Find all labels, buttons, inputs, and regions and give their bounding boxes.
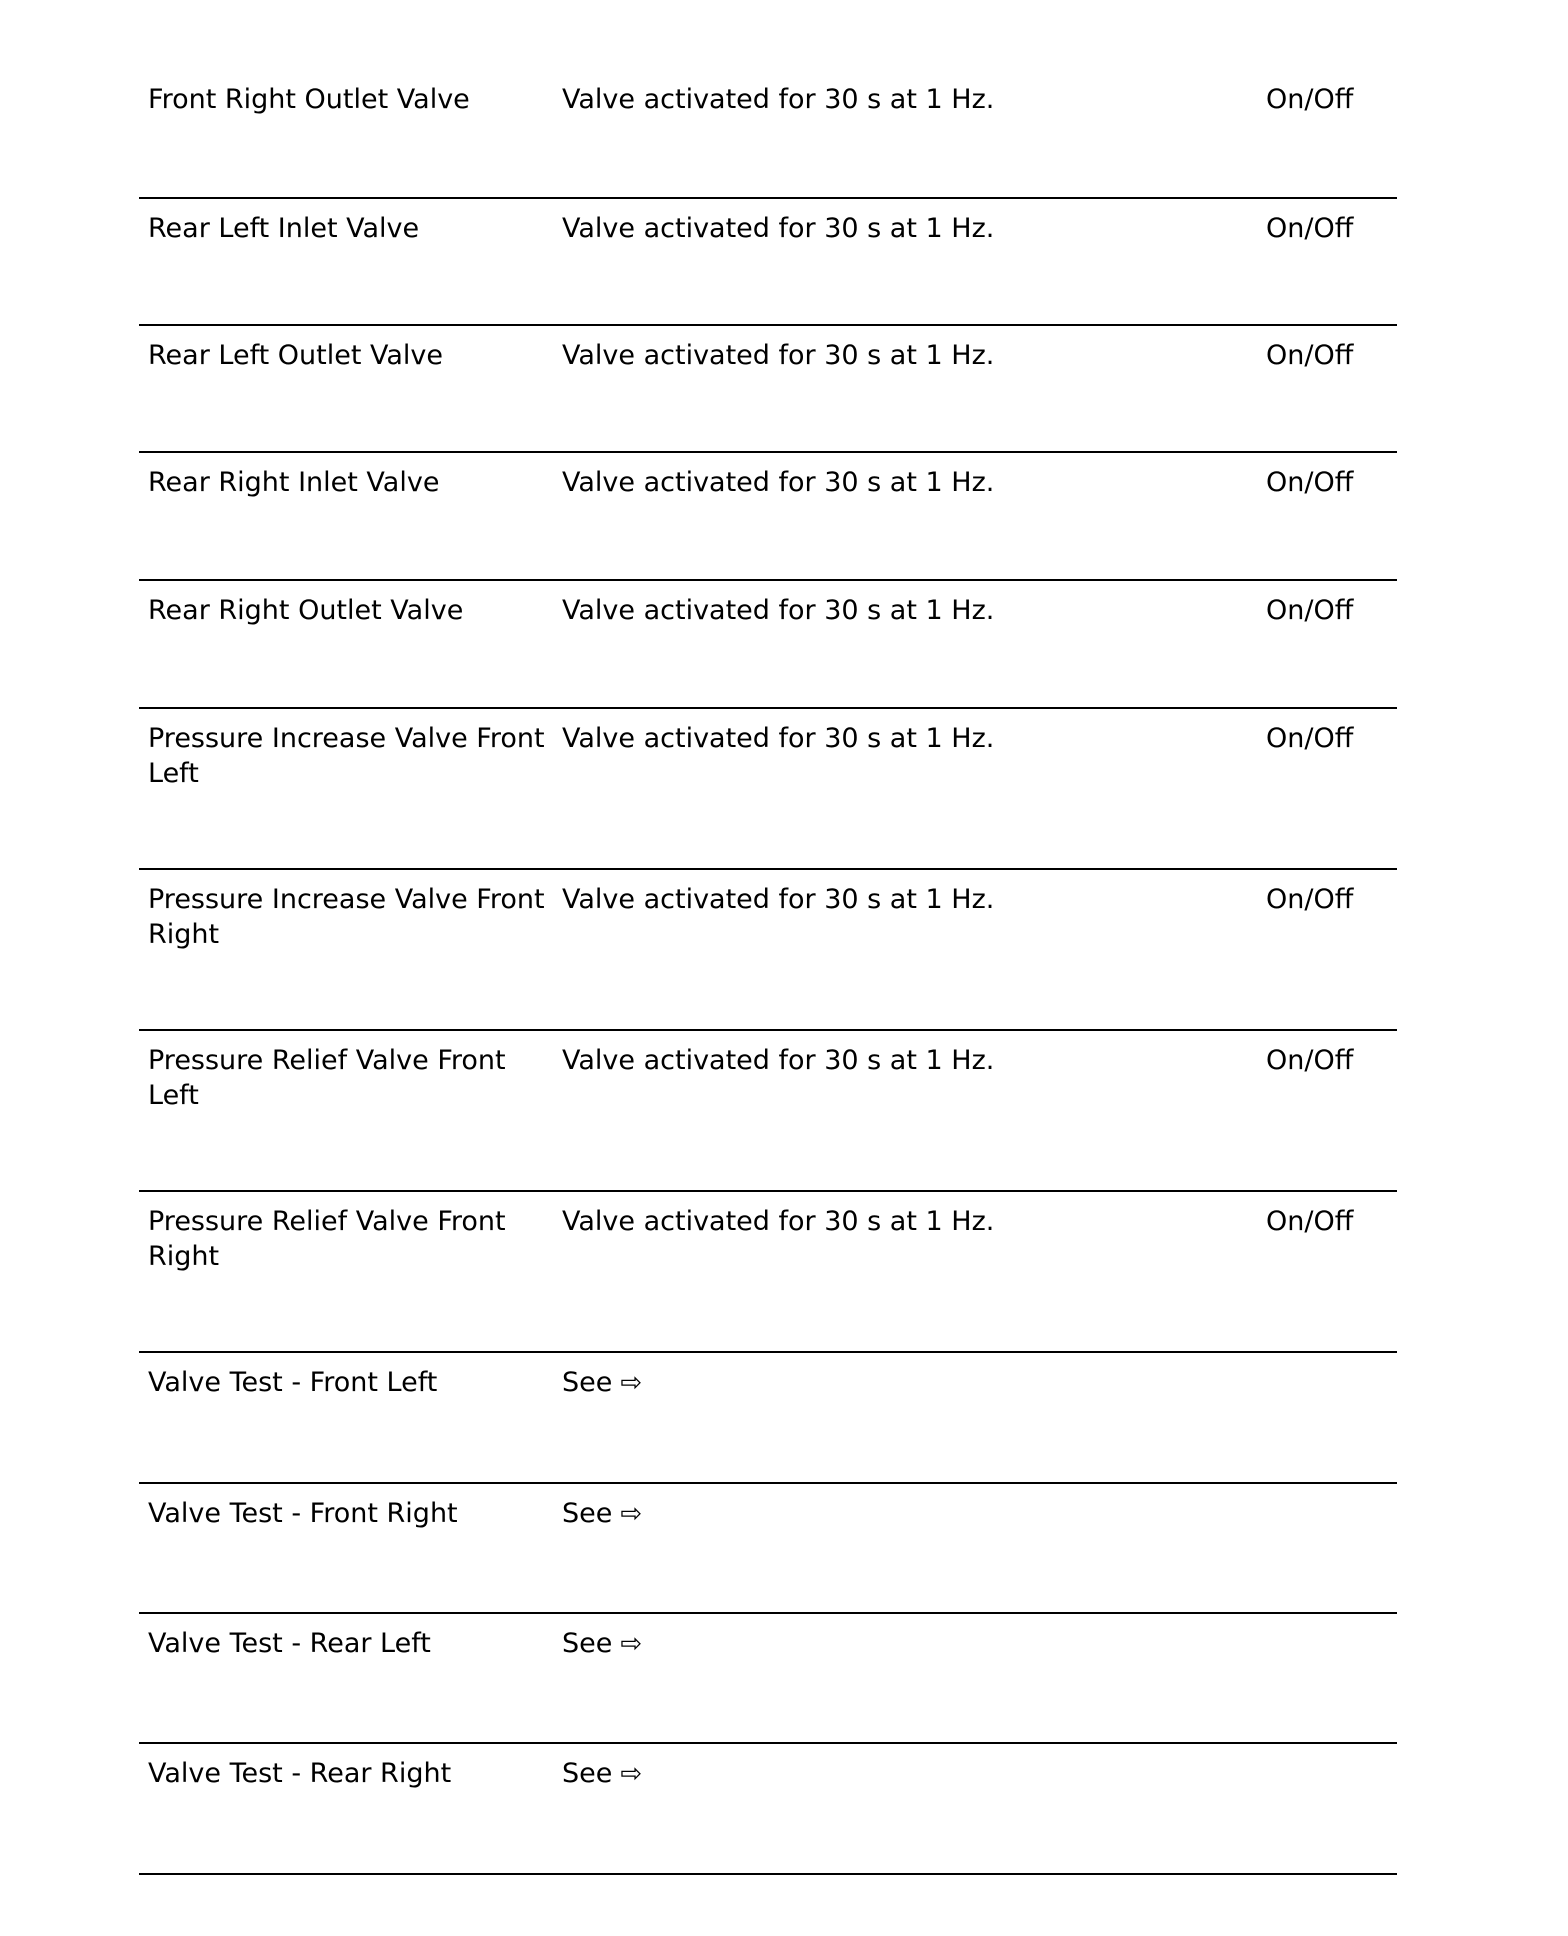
table-row [139, 1192, 1397, 1353]
arrow-right-icon[interactable]: ⇨ [620, 1368, 643, 1398]
component-name: Pressure Relief Valve Front Right [148, 1206, 506, 1272]
table-row [139, 70, 1397, 199]
table-row [139, 581, 1397, 709]
activation-value: On/Off [1266, 1045, 1354, 1076]
arrow-right-icon[interactable]: ⇨ [620, 1499, 643, 1529]
table-row [139, 199, 1397, 326]
table-row [139, 870, 1397, 1031]
activation-description: Valve activated for 30 s at 1 Hz. [562, 467, 995, 498]
see-reference [562, 1756, 1122, 1792]
activation-value: On/Off [1266, 884, 1354, 915]
component-name: Pressure Increase Valve Front Left [148, 723, 545, 789]
activation-value: On/Off [1266, 213, 1354, 244]
activation-description: Valve activated for 30 s at 1 Hz. [562, 723, 995, 754]
table-row [139, 1744, 1397, 1875]
see-reference [562, 1496, 1122, 1532]
component-name: Rear Right Outlet Valve [148, 595, 464, 626]
activation-description: Valve activated for 30 s at 1 Hz. [562, 595, 995, 626]
activation-description: Valve activated for 30 s at 1 Hz. [562, 213, 995, 244]
component-name: Pressure Relief Valve Front Left [148, 1045, 506, 1111]
see-reference-text: See [562, 1628, 613, 1659]
table-row [139, 709, 1397, 870]
table-row [139, 1484, 1397, 1614]
component-name: Rear Left Outlet Valve [148, 340, 444, 371]
table-row [139, 453, 1397, 581]
component-name: Valve Test - Rear Left [148, 1628, 431, 1659]
see-reference-text: See [562, 1498, 613, 1529]
table-row [139, 1353, 1397, 1484]
component-name: Front Right Outlet Valve [148, 84, 470, 115]
valve-activation-table [139, 70, 1397, 1875]
table-row [139, 326, 1397, 453]
activation-value: On/Off [1266, 595, 1354, 626]
activation-description: Valve activated for 30 s at 1 Hz. [562, 340, 995, 371]
table-row [139, 1614, 1397, 1744]
activation-description: Valve activated for 30 s at 1 Hz. [562, 1206, 995, 1237]
see-reference-text: See [562, 1758, 613, 1789]
see-reference [562, 1626, 1122, 1662]
component-name: Valve Test - Front Left [148, 1367, 438, 1398]
activation-description: Valve activated for 30 s at 1 Hz. [562, 1045, 995, 1076]
activation-value: On/Off [1266, 340, 1354, 371]
component-name: Rear Left Inlet Valve [148, 213, 420, 244]
component-name: Rear Right Inlet Valve [148, 467, 440, 498]
activation-value: On/Off [1266, 723, 1354, 754]
table-row [139, 1031, 1397, 1192]
activation-description: Valve activated for 30 s at 1 Hz. [562, 884, 995, 915]
arrow-right-icon[interactable]: ⇨ [620, 1629, 643, 1659]
activation-value: On/Off [1266, 467, 1354, 498]
component-name: Valve Test - Front Right [148, 1498, 458, 1529]
arrow-right-icon[interactable]: ⇨ [620, 1759, 643, 1789]
activation-value: On/Off [1266, 1206, 1354, 1237]
activation-value: On/Off [1266, 84, 1354, 115]
component-name: Valve Test - Rear Right [148, 1758, 452, 1789]
activation-description: Valve activated for 30 s at 1 Hz. [562, 84, 995, 115]
component-name: Pressure Increase Valve Front Right [148, 884, 545, 950]
see-reference-text: See [562, 1367, 613, 1398]
see-reference [562, 1365, 1122, 1401]
